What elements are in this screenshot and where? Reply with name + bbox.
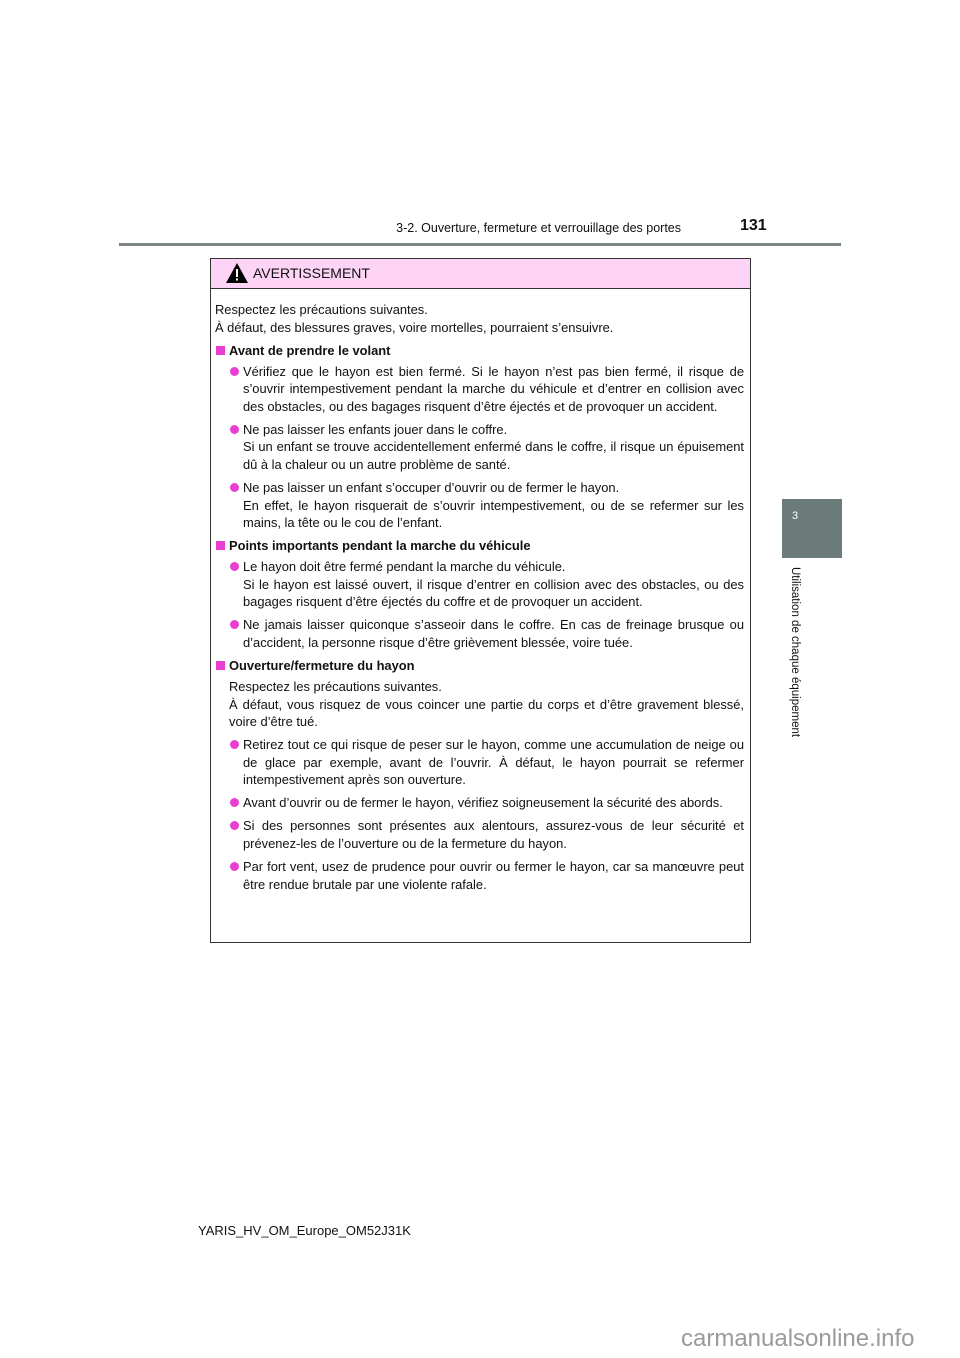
bullet-text: Avant d’ouvrir ou de fermer le hayon, vérifiez soigneusement la sécurité des abords. <box>243 795 723 811</box>
intro-line: À défaut, des blessures graves, voire mortelles, pourraient s’ensuivre. <box>215 319 614 335</box>
bullet-text: Le hayon doit être fermé pendant la marche du véhicule. <box>243 559 566 575</box>
chapter-label: Utilisation de chaque équipement <box>789 567 801 738</box>
section-intro-line: À défaut, vous risquez de vous coincer une partie du corps et d’être gravement blessé, voire d’être tué. <box>229 696 744 730</box>
square-bullet-icon <box>216 346 225 355</box>
circle-bullet-icon <box>230 740 239 749</box>
section-title: 3-2. Ouverture, fermeture et verrouillage des portes <box>396 221 681 235</box>
circle-bullet-icon <box>230 821 239 830</box>
page-number: 131 <box>740 217 767 234</box>
bullet-item <box>215 616 744 651</box>
section-heading <box>215 342 744 360</box>
warning-box <box>210 258 751 943</box>
section-heading-text: Ouverture/fermeture du hayon <box>229 658 415 674</box>
circle-bullet-icon <box>230 562 239 571</box>
circle-bullet-icon <box>230 862 239 871</box>
bullet-item <box>215 421 744 474</box>
bullet-item <box>215 558 744 611</box>
circle-bullet-icon <box>230 620 239 629</box>
circle-bullet-icon <box>230 483 239 492</box>
circle-bullet-icon <box>230 798 239 807</box>
bullet-text: Si le hayon est laissé ouvert, il risque d’entrer en collision avec des obstacles, ou des bagages risquent d’être éjectés du coffre et de provoquer un accident. <box>243 576 744 610</box>
circle-bullet-icon <box>230 367 239 376</box>
header-divider <box>119 243 841 246</box>
bullet-text: Ne pas laisser les enfants jouer dans le coffre. <box>243 421 508 437</box>
chapter-tab <box>782 499 842 558</box>
bullet-text: Ne jamais laisser quiconque s’asseoir dans le coffre. En cas de freinage brusque ou d’accident, la personne risque d’être grièvement blessée, voire tuée. <box>243 617 744 651</box>
watermark: carmanualsonline.info <box>681 1325 915 1352</box>
square-bullet-icon <box>216 541 225 550</box>
bullet-item <box>215 736 744 789</box>
bullet-text: Si des personnes sont présentes aux alentours, assurez-vous de leur sécurité et prévenez-les de l’ouverture ou de la fermeture du hayon. <box>243 818 744 852</box>
bullet-text: Vérifiez que le hayon est bien fermé. Si le hayon n’est pas bien fermé, il risque de s’ouvrir intempestivement pendant la marche du véhicule et d’entrer en collision avec des obstacles, ou des bagages risquent d’être éjectés et de provoquer un accident. <box>243 363 744 414</box>
section-intro-line: Respectez les précautions suivantes. <box>229 679 442 695</box>
warning-body <box>211 289 750 893</box>
intro-line: Respectez les précautions suivantes. <box>215 302 428 317</box>
section-heading-text: Avant de prendre le volant <box>229 342 391 358</box>
bullet-text: Par fort vent, usez de prudence pour ouvrir ou fermer le hayon, car sa manœuvre peut être rendue brutale par une violente rafale. <box>243 859 744 892</box>
warning-intro <box>215 301 744 336</box>
section-heading <box>215 657 744 675</box>
bullet-item <box>215 794 744 812</box>
bullet-item <box>215 858 744 893</box>
bullet-item <box>215 479 744 532</box>
warning-title: AVERTISSEMENT <box>253 265 370 281</box>
bullet-item <box>215 817 744 852</box>
section-heading-text: Points importants pendant la marche du véhicule <box>229 538 531 554</box>
warning-header <box>211 259 750 289</box>
bullet-text: Si un enfant se trouve accidentellement enfermé dans le coffre, il risque un épuisement dû à la chaleur ou un autre problème de santé. <box>243 439 744 473</box>
bullet-text: Ne pas laisser un enfant s’occuper d’ouvrir ou de fermer le hayon. <box>243 480 620 496</box>
section-heading <box>215 537 744 555</box>
chapter-number: 3 <box>792 510 799 522</box>
bullet-text: Retirez tout ce qui risque de peser sur le hayon, comme une accumulation de neige ou de glace par exemple, avant de l’ouvrir. À défaut, le hayon pourrait se refermer intempestivement après son ouverture. <box>243 737 744 788</box>
bullet-item <box>215 363 744 416</box>
bullet-text: En effet, le hayon risquerait de s’ouvrir intempestivement, ou de se refermer sur les mains, la tête ou le cou de l’enfant. <box>243 497 744 531</box>
document-id: YARIS_HV_OM_Europe_OM52J31K <box>198 1223 411 1238</box>
square-bullet-icon <box>216 661 225 670</box>
circle-bullet-icon <box>230 425 239 434</box>
section-intro <box>215 678 744 731</box>
warning-triangle-icon <box>226 263 248 283</box>
